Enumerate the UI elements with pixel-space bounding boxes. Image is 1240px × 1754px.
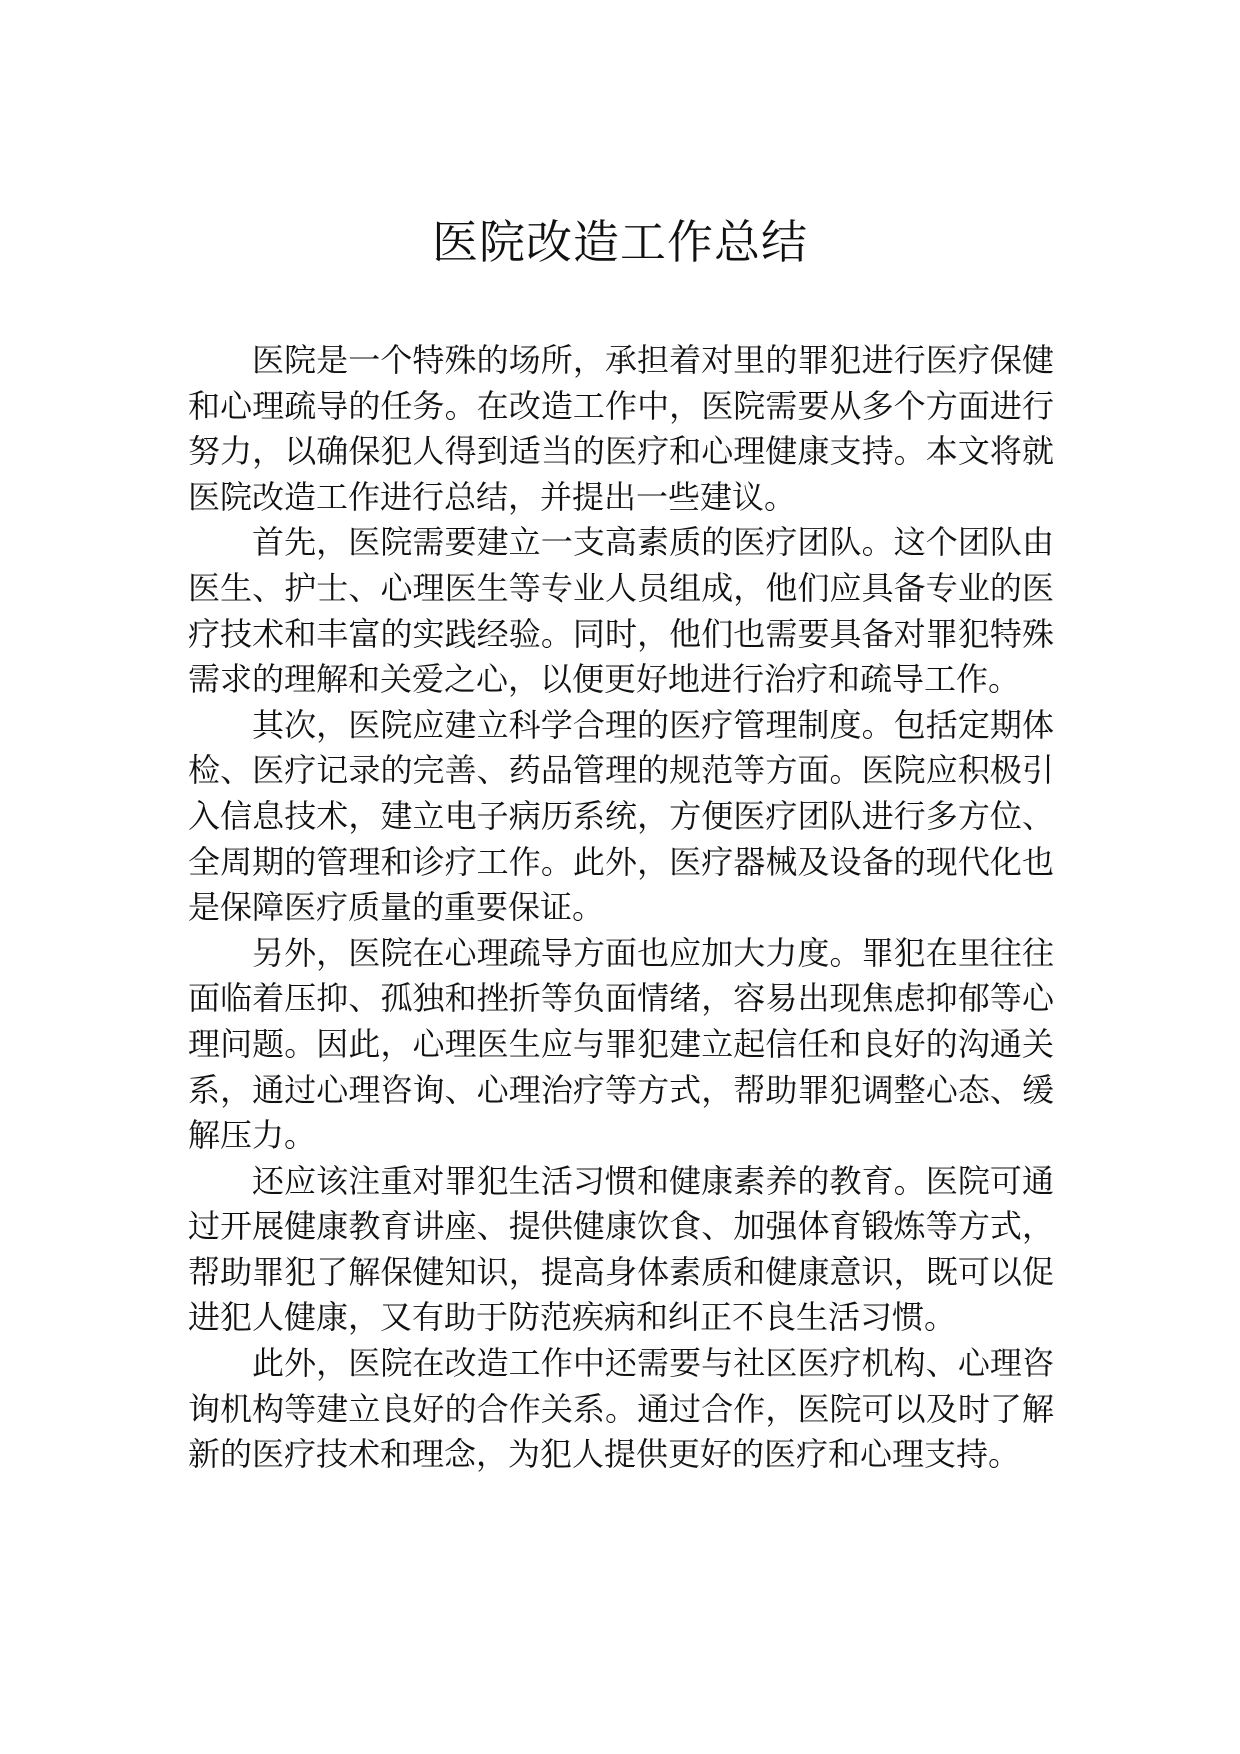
paragraph: 还应该注重对罪犯生活习惯和健康素养的教育。医院可通过开展健康教育讲座、提供健康饮食、加强体育锻炼等方式，帮助罪犯了解保健知识，提高身体素质和健康意识，既可以促进犯人健康，又有助于防范疾病和纠正不良生活习惯。 (188, 1161, 1054, 1337)
paragraph: 此外，医院在改造工作中还需要与社区医疗机构、心理咨询机构等建立良好的合作关系。通过合作，医院可以及时了解新的医疗技术和理念，为犯人提供更好的医疗和心理支持。 (188, 1344, 1054, 1474)
paragraph: 医院是一个特殊的场所，承担着对里的罪犯进行医疗保健和心理疏导的任务。在改造工作中，医院需要从多个方面进行努力，以确保犯人得到适当的医疗和心理健康支持。本文将就医院改造工作进行总结，并提出一些建议。 (188, 341, 1054, 516)
document-title: 医院改造工作总结 (432, 215, 808, 269)
paragraph: 另外，医院在心理疏导方面也应加大力度。罪犯在里往往面临着压抑、孤独和挫折等负面情绪，容易出现焦虑抑郁等心理问题。因此，心理医生应与罪犯建立起信任和良好的沟通关系，通过心理咨询、心理治疗等方式，帮助罪犯调整心态、缓解压力。 (188, 933, 1054, 1155)
document-body (188, 338, 1054, 1478)
paragraph: 首先，医院需要建立一支高素质的医疗团队。这个团队由医生、护士、心理医生等专业人员组成，他们应具备专业的医疗技术和丰富的实践经验。同时，他们也需要具备对罪犯特殊需求的理解和关爱之心，以便更好地进行治疗和疏导工作。 (188, 523, 1054, 699)
paragraph: 其次，医院应建立科学合理的医疗管理制度。包括定期体检、医疗记录的完善、药品管理的规范等方面。医院应积极引入信息技术，建立电子病历系统，方便医疗团队进行多方位、全周期的管理和诊疗工作。此外，医疗器械及设备的现代化也是保障医疗质量的重要保证。 (188, 705, 1054, 927)
